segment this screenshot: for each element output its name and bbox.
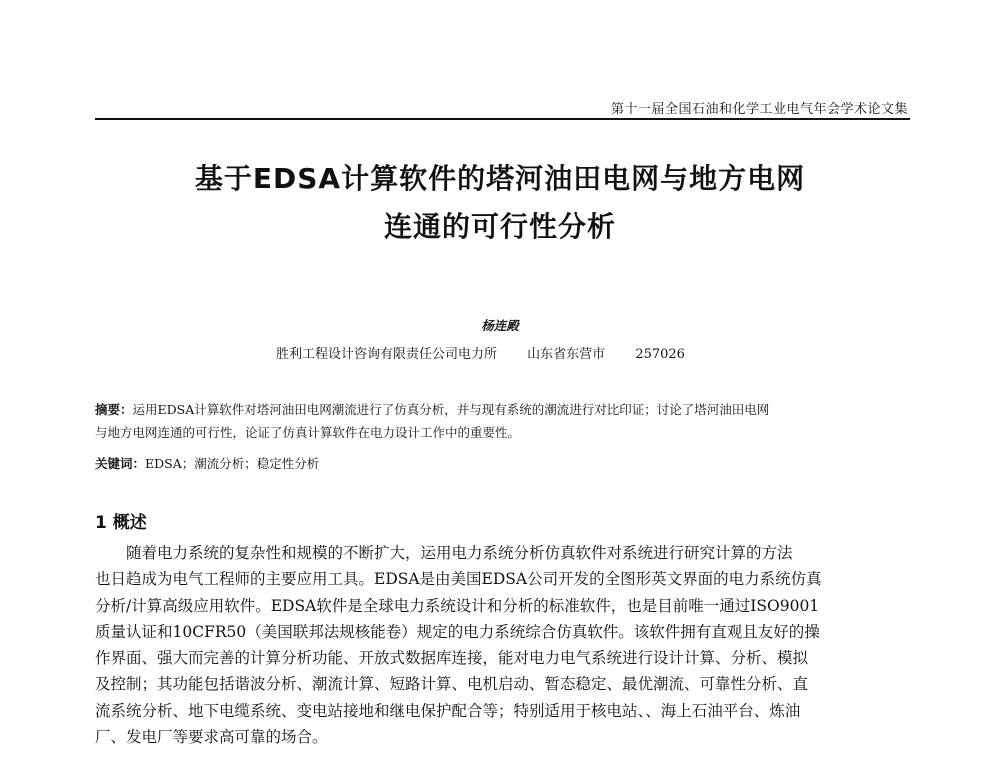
author-name: 杨连殿 (481, 318, 519, 333)
body-line: 厂、发电厂等要求高可靠的场合。 (95, 728, 328, 747)
abstract-line-2: 与地方电网连通的可行性，论证了仿真计算软件在电力设计工作中的重要性。 (95, 425, 521, 440)
abstract (95, 398, 915, 444)
body-line: 分析/计算高级应用软件。EDSA软件是全球电力系统设计和分析的标准软件，也是目前唯一通过ISO9001 (95, 596, 820, 615)
running-head: 第十一届全国石油和化学工业电气年会学术论文集 (610, 102, 908, 117)
keywords (95, 454, 319, 472)
header-rule (95, 118, 910, 120)
body-line: 作界面、强大而完善的计算分析功能、开放式数据库连接，能对电力电气系统进行设计计算、分析、模拟 (95, 649, 809, 668)
body-line: 及控制；其功能包括谐波分析、潮流计算、短路计算、电机启动、暂态稳定、最优潮流、可靠性分析、直 (95, 675, 809, 694)
body-line: 随着电力系统的复杂性和规模的不断扩大，运用电力系统分析仿真软件对系统进行研究计算的方法 (95, 544, 793, 562)
abstract-line-1: 运用EDSA计算软件对塔河油田电网潮流进行了仿真分析，并与现有系统的潮流进行对比印证；讨论了塔河油田电网 (132, 402, 770, 417)
affiliation-location: 山东省东营市 (527, 347, 606, 362)
body-line: 质量认证和10CFR50（美国联邦法规核能卷）规定的电力系统综合仿真软件。该软件拥有直观且友好的操 (95, 622, 820, 641)
paper-title-line-2: 连通的可行性分析 (383, 210, 616, 243)
abstract-label: 摘要： (95, 402, 133, 417)
keywords-text: EDSA；潮流分析；稳定性分析 (145, 456, 320, 471)
body-line: 也日趋成为电气工程师的主要应用工具。EDSA是由美国EDSA公司开发的全图形英文界面的电力系统仿真 (95, 570, 822, 589)
section-heading: 1 概述 (95, 513, 147, 533)
affiliation-postcode: 257026 (635, 347, 685, 362)
paper-title-line-1: 基于EDSA计算软件的塔河油田电网与地方电网 (194, 162, 806, 195)
affiliation-org: 胜利工程设计咨询有限责任公司电力所 (276, 347, 498, 362)
affiliation (276, 343, 711, 362)
section-body (95, 540, 910, 750)
keywords-label: 关键词： (95, 456, 146, 471)
body-line: 流系统分析、地下电缆系统、变电站接地和继电保护配合等；特别适用于核电站、、海上石油平台、炼油 (95, 701, 801, 720)
